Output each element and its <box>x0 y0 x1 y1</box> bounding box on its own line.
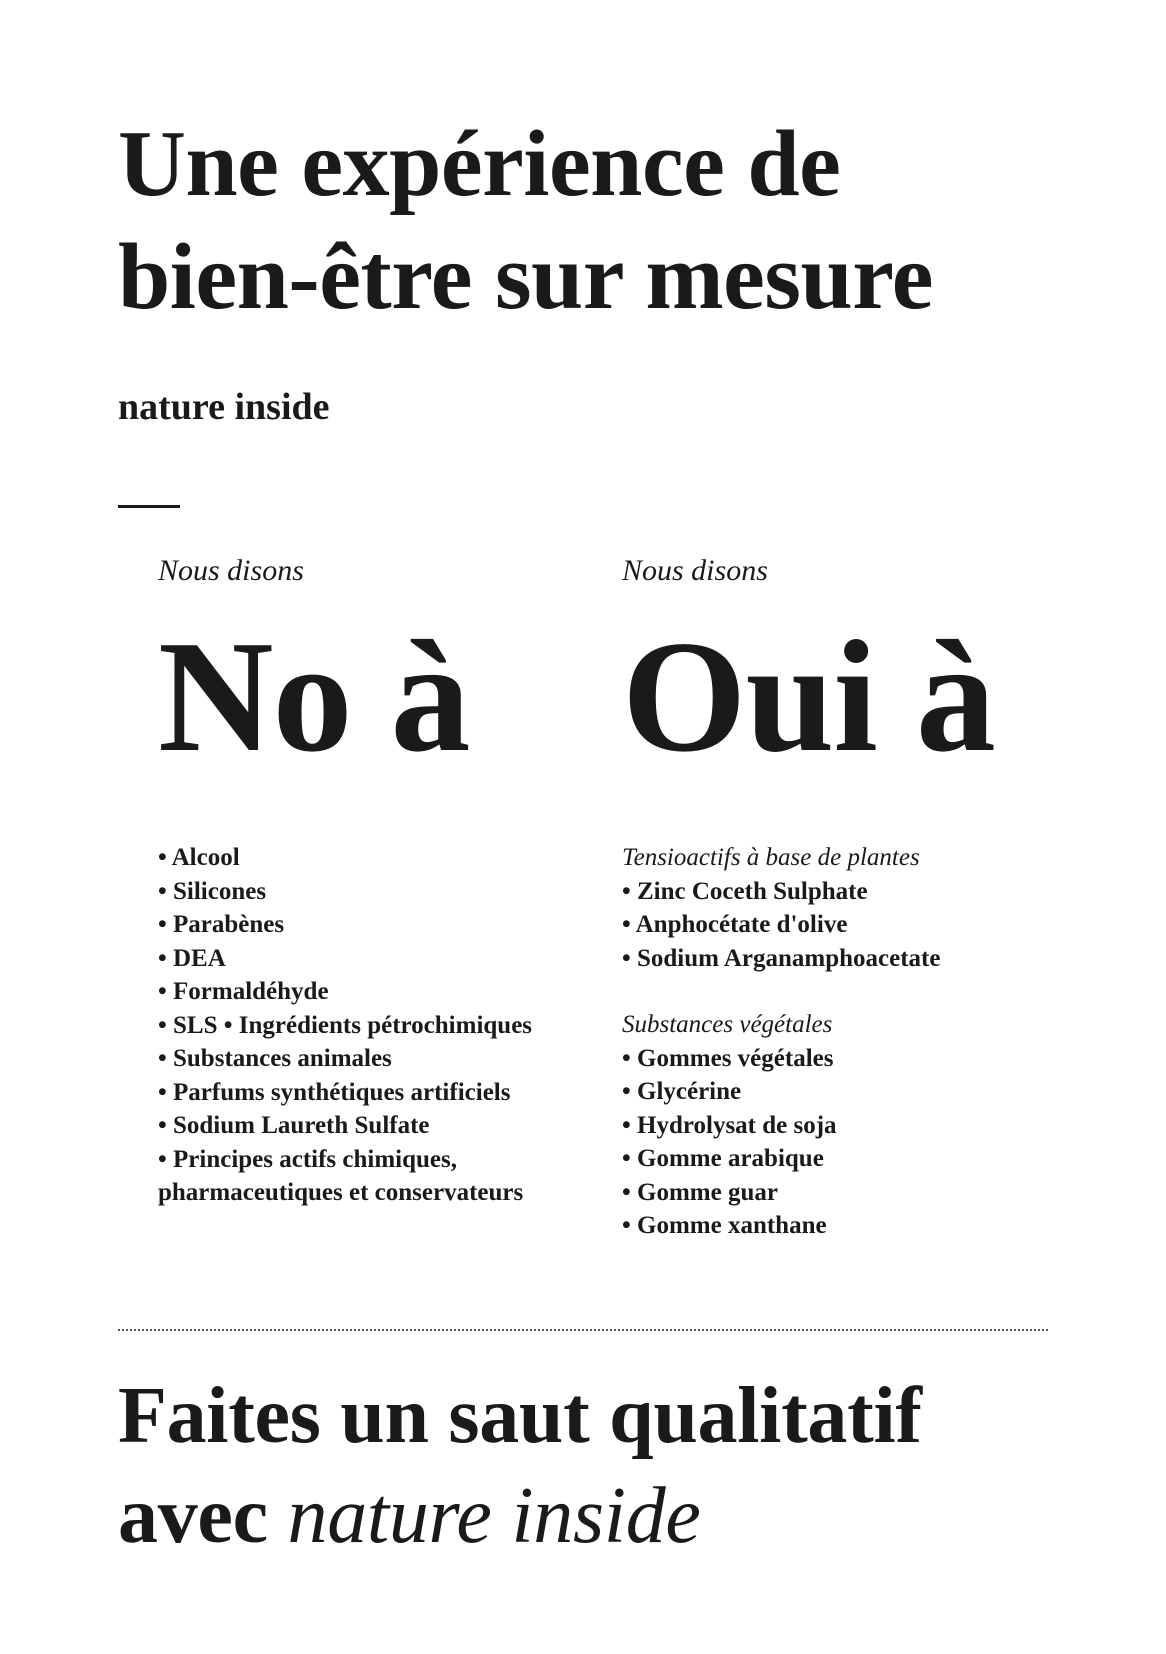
list-item: • Hydrolysat de soja <box>622 1111 837 1139</box>
headline-line-1: Une expérience de <box>118 112 841 216</box>
plant-substances-list <box>622 1042 1092 1243</box>
list-item: • Alcool <box>158 844 240 871</box>
list-item: • Gomme guar <box>622 1178 778 1206</box>
surfactants-list <box>622 875 1092 976</box>
list-item: • Gomme arabique <box>622 1145 824 1172</box>
group-title-surfactants: Tensioactifs à base de plantes <box>622 844 920 871</box>
group-title-plant-substances: Substances végétales <box>622 1011 833 1038</box>
list-item: • Parabènes <box>158 911 285 938</box>
right-column <box>622 553 1092 1243</box>
list-item: • Gommes végétales <box>622 1044 834 1072</box>
subtitle: nature inside <box>118 386 330 428</box>
tagline-line-1: Faites un saut qualitatif <box>118 1372 922 1460</box>
right-groups <box>622 841 1092 1243</box>
right-big-text: Oui à <box>622 607 995 785</box>
left-list <box>158 841 598 1210</box>
list-item: • DEA <box>158 944 226 972</box>
list-item: • Silicones <box>158 877 267 905</box>
list-item: • Formaldéhyde <box>158 978 329 1005</box>
headline <box>118 108 1098 334</box>
left-big-text: No à <box>158 607 470 785</box>
list-item: • Sodium Arganamphoacetate <box>622 944 941 972</box>
tagline-line-2-italic: nature inside <box>287 1472 701 1560</box>
list-item: • Gomme xanthane <box>622 1212 827 1239</box>
headline-line-2: bien-être sur mesure <box>118 225 933 329</box>
left-intro: Nous disons <box>158 554 304 587</box>
left-column <box>158 553 598 1210</box>
tagline <box>118 1366 1118 1566</box>
list-item: • Parfums synthétiques artificiels <box>158 1078 511 1106</box>
list-item: • Principes actifs chimiques, pharmaceutiques et conservateurs <box>158 1145 524 1206</box>
list-item: • Anphocétate d'olive <box>622 911 848 938</box>
list-item: • Glycérine <box>622 1078 742 1105</box>
tagline-line-2-bold: avec <box>118 1472 268 1560</box>
right-intro: Nous disons <box>622 554 768 587</box>
dotted-divider <box>118 1329 1048 1331</box>
list-item: • SLS • Ingrédients pétrochimiques <box>158 1011 533 1039</box>
list-item: • Substances animales <box>158 1045 392 1072</box>
list-item: • Sodium Laureth Sulfate <box>158 1112 430 1139</box>
list-item: • Zinc Coceth Sulphate <box>622 877 868 905</box>
short-divider <box>118 505 180 508</box>
